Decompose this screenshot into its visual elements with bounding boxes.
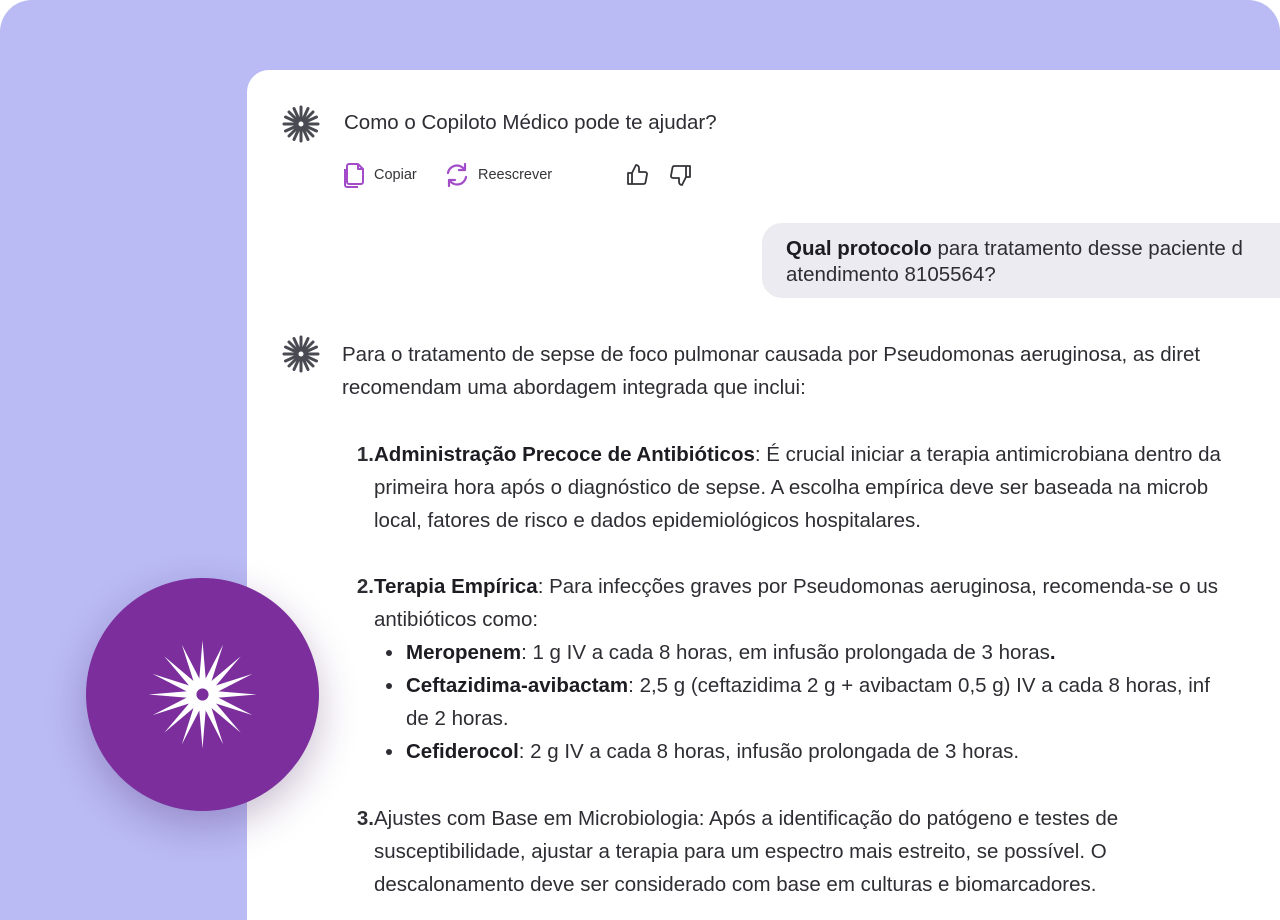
- drug-dose: : 2 g IV a cada 8 horas, infusão prolongada de 3 horas.: [518, 740, 1020, 763]
- assistant-asterisk-icon: [282, 335, 320, 373]
- item-title: Terapia Empírica: [374, 575, 538, 598]
- refresh-icon: [444, 162, 470, 188]
- greeting-text: Como o Copiloto Médico pode te ajudar?: [344, 111, 717, 134]
- assistant-asterisk-icon: [282, 105, 320, 143]
- drug-name: Ceftazidima-avibactam: [406, 674, 629, 697]
- item-line: : É crucial iniciar a terapia antimicrobiana dentro da: [754, 443, 1221, 466]
- user-message-text: [786, 236, 1243, 288]
- assistant-answer: [342, 338, 1280, 896]
- answer-intro-line2: recomendam uma abordagem integrada que inclui:: [342, 376, 806, 399]
- item-line: antibióticos como:: [374, 608, 539, 631]
- item-line: Ajustes com Base em Microbiologia: Após a identificação do patógeno e testes de: [374, 807, 1119, 830]
- thumbs-up-icon[interactable]: [625, 163, 649, 187]
- drug-name: Cefiderocol: [406, 740, 519, 763]
- user-message-bold: Qual protocolo: [786, 237, 932, 260]
- item-line: local, fatores de risco e dados epidemiológicos hospitalares.: [374, 509, 921, 532]
- item-line: : Para infecções graves por Pseudomonas aeruginosa, recomenda-se o us: [537, 575, 1219, 598]
- item-line: susceptibilidade, ajustar a terapia para um espectro mais estreito, se possível. O: [374, 840, 1107, 863]
- drug-name: Meropenem: [406, 641, 522, 664]
- drug-dose: : 2,5 g (ceftazidima 2 g + avibactam 0,5 g) IV a cada 8 horas, inf: [628, 674, 1210, 697]
- drug-dose-continued: de 2 horas.: [406, 707, 509, 730]
- user-message-bubble: [762, 223, 1280, 298]
- copy-label: Copiar: [374, 167, 417, 183]
- thumbs-down-icon[interactable]: [669, 163, 693, 187]
- copilot-logo-badge: [86, 578, 319, 811]
- item-number: 2.: [356, 575, 374, 598]
- rewrite-button[interactable]: [444, 162, 552, 188]
- chat-panel: [247, 70, 1280, 920]
- item-number: 1.: [356, 443, 374, 466]
- drug-dose: : 1 g IV a cada 8 horas, em infusão prolongada de 3 horas: [521, 641, 1050, 664]
- item-title: Administração Precoce de Antibióticos: [374, 443, 755, 466]
- item-number: 3.: [356, 807, 374, 830]
- bullet-item: [374, 735, 1218, 768]
- copy-icon: [342, 161, 366, 189]
- bullet-item: [374, 669, 1218, 702]
- item-line: primeira hora após o diagnóstico de sepse. A escolha empírica deve ser baseada na microb: [374, 476, 1209, 499]
- item-line: descalonamento deve ser considerado com base em culturas e biomarcadores.: [374, 873, 1097, 896]
- bold-period: .: [1049, 641, 1056, 664]
- copy-button[interactable]: [342, 161, 417, 189]
- bullet-item: [374, 636, 1218, 669]
- rewrite-label: Reescrever: [478, 167, 553, 183]
- user-message-line2: atendimento 8105564?: [786, 263, 996, 286]
- user-message-line1: para tratamento desse paciente d: [931, 237, 1243, 260]
- asterisk-logo-icon: [146, 638, 259, 751]
- answer-intro-line1: Para o tratamento de sepse de foco pulmonar causada por Pseudomonas aeruginosa, as diret: [342, 343, 1201, 366]
